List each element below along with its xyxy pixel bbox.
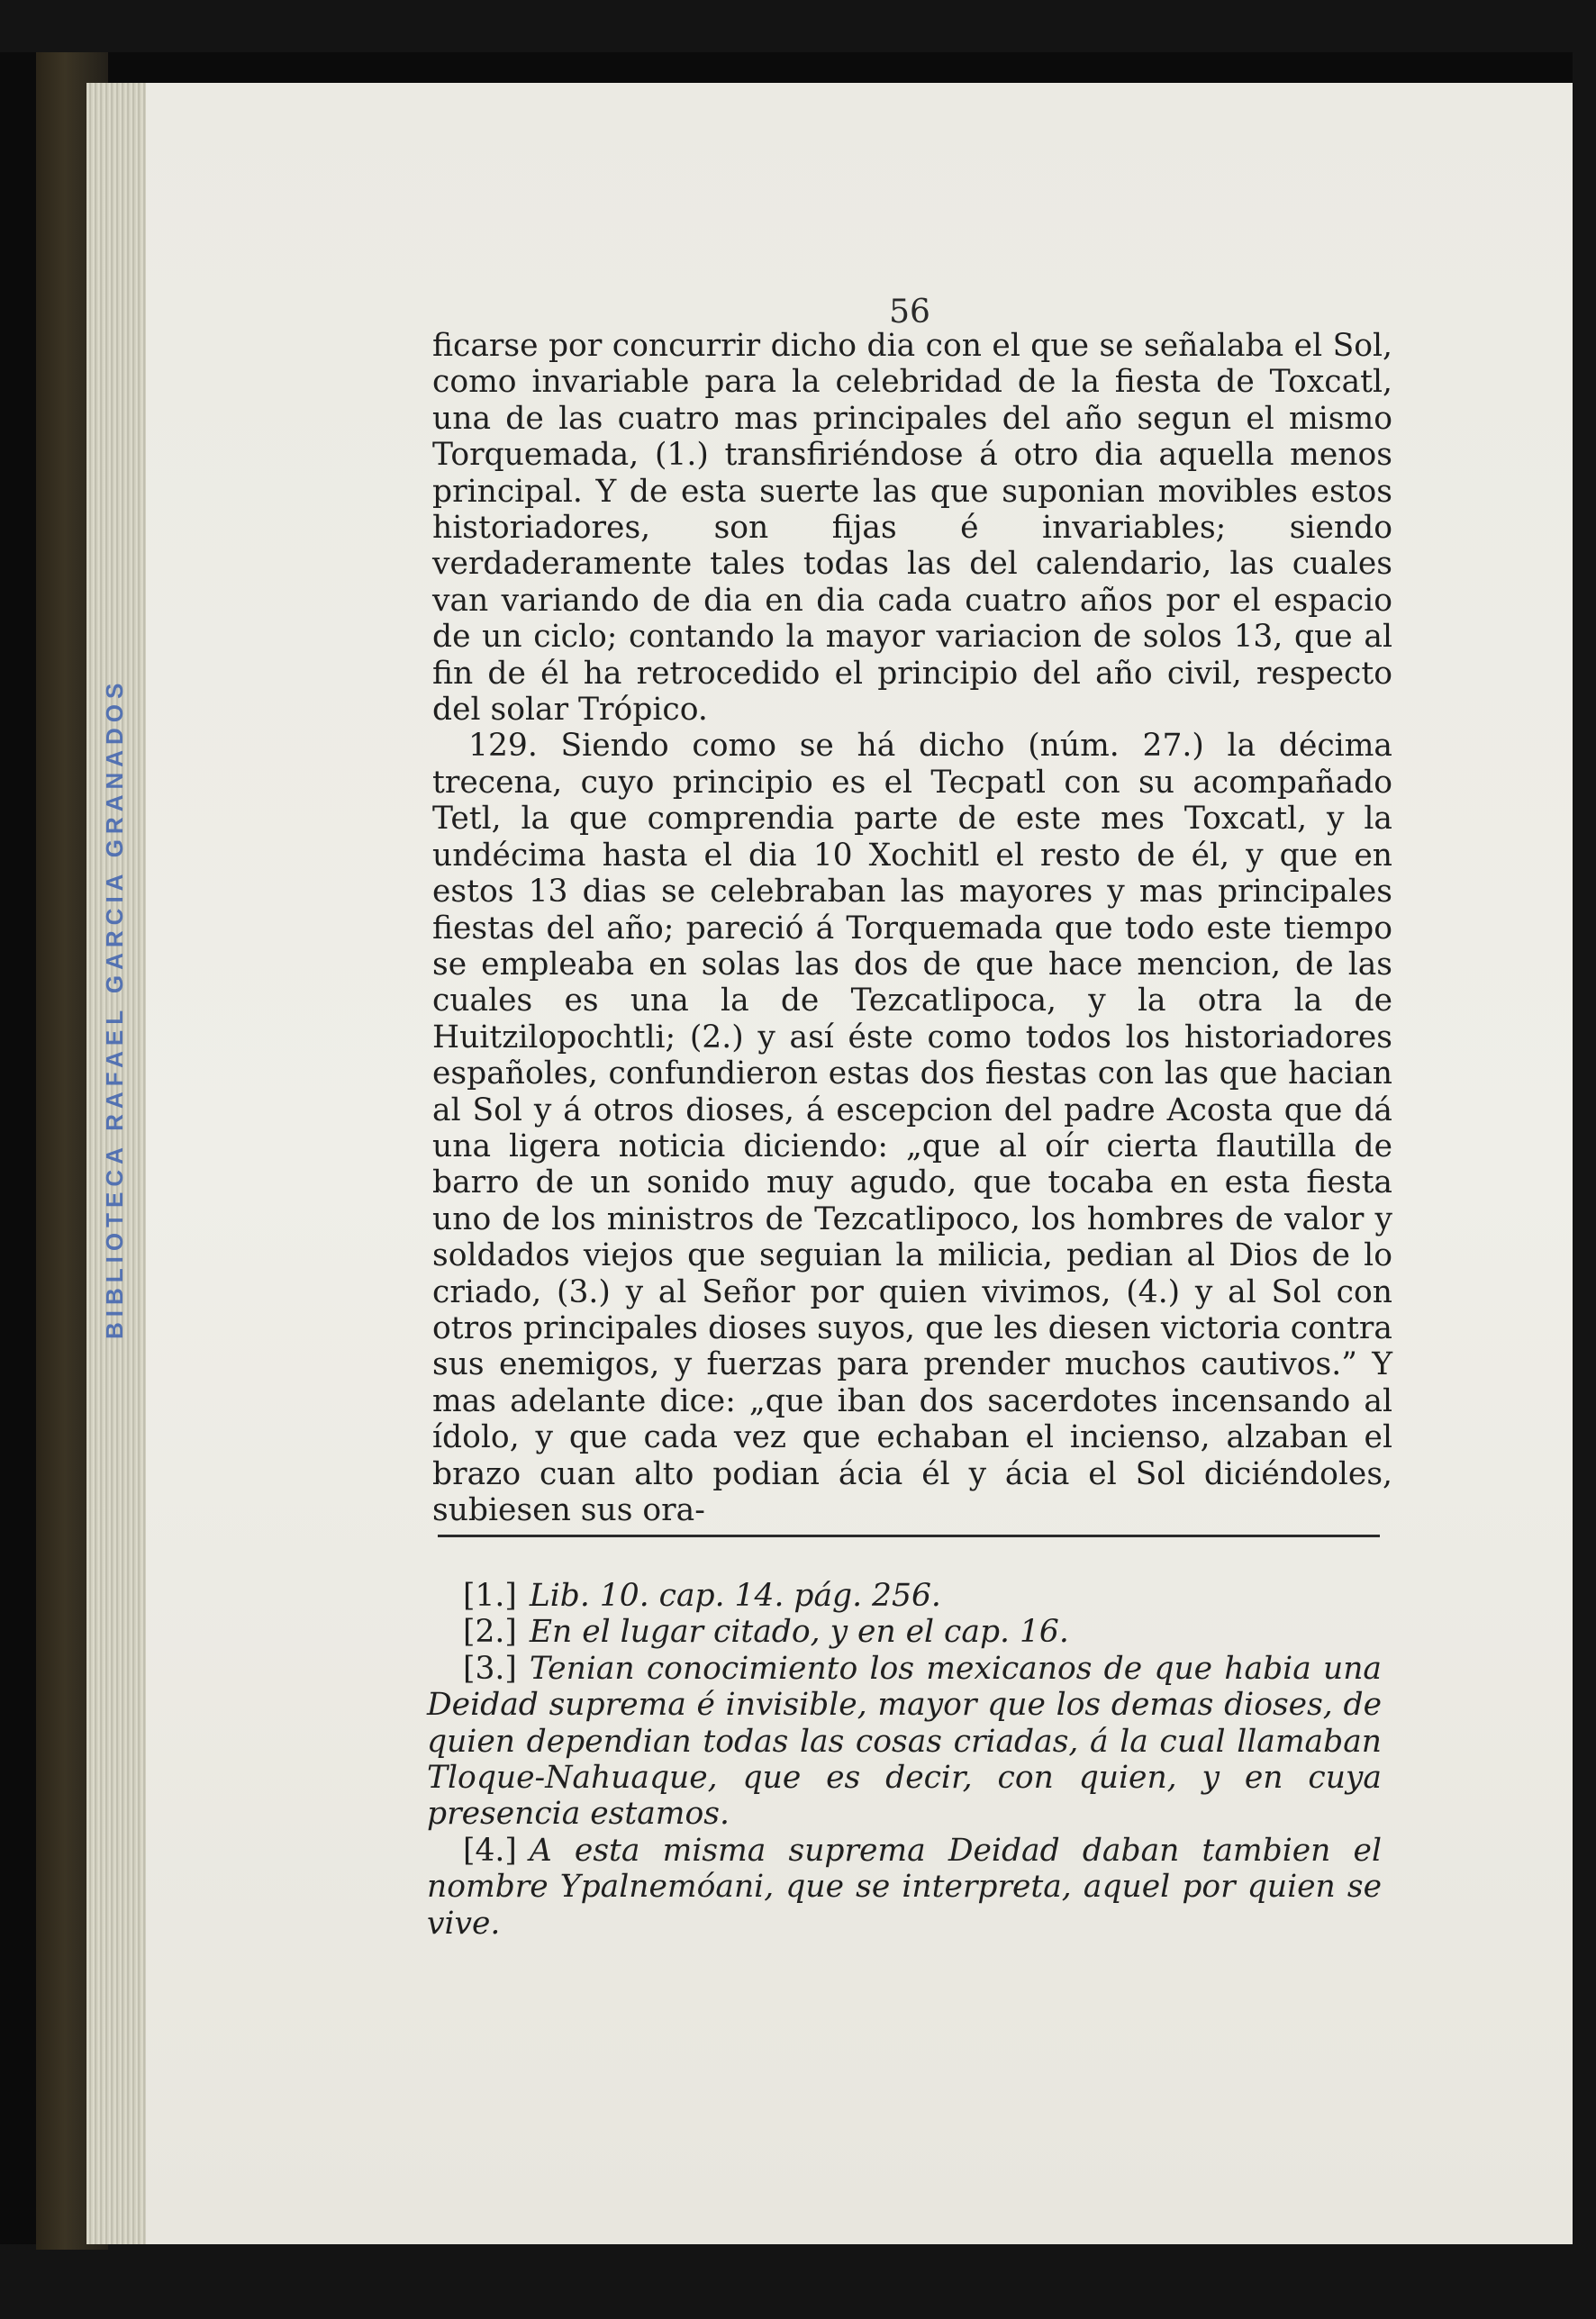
main-text xyxy=(432,328,1392,1528)
paragraph: 129. Siendo como se há dicho (núm. 27.) la décima trecena, cuyo principio es el Tecpatl con su acompañado Tetl, la que comprendia parte de este mes Toxcatl, y la undécima hasta el dia 10 Xochitl el resto de él, y que en estos 13 dias se celebraban las mayores y mas principales fiestas del año; pareció á Torquemada que todo este tiempo se empleaba en solas las dos de que hace mencion, de las cuales es una la de Tezcatlipoca, y la otra la de Huitzilopochtli; (2.) y así éste como todos los historiadores españoles, confundieron estas dos fiestas con las que hacian al Sol y á otros dioses, á escepcion del padre Acosta que dá una ligera noticia diciendo: „que al oír cierta flautilla de barro de un sonido muy agudo, que tocaba en esta fiesta uno de los ministros de Tezcatlipoco, los hombres de valor y soldados viejos que seguian la milicia, pedian al Dios de lo criado, (3.) y al Señor por quien vivimos, (4.) y al Sol con otros principales dioses suyos, que les diesen victoria contra sus enemigos, y fuerzas para prender muchos cautivos.” Y mas adelante dice: „que iban dos sacerdotes incensando al ídolo, y que cada vez que echaban el incienso, alzaban el brazo cuan alto podian ácia él y ácia el Sol diciéndoles, subiesen sus ora- xyxy=(432,728,1392,1528)
footnote-text: En el lugar citado, y en el cap. 16. xyxy=(529,1614,1069,1651)
scan-bottom-margin xyxy=(0,2244,1596,2319)
footnote-divider xyxy=(438,1535,1380,1537)
footnote xyxy=(427,1833,1382,1942)
footnote-mark: [1.] xyxy=(463,1578,517,1614)
paragraph: ficarse por concurrir dicho dia con el que se señalaba el Sol, como invariable para la celebridad de la fiesta de Toxcatl, una de las cuatro mas principales del año segun el mismo Torquemada, (1.) transfiriéndose á otro dia aquella menos principal. Y de esta suerte las que suponian movibles estos historiadores, son fijas é invariables; siendo verdaderamente tales todas las del calendario, las cuales van variando de dia en dia cada cuatro años por el espacio de un ciclo; contando la mayor variacion de solos 13, que al fin de él ha retrocedido el principio del año civil, respecto del solar Trópico. xyxy=(432,328,1392,729)
footnote xyxy=(427,1578,1382,1614)
scan-right-margin xyxy=(1573,0,1596,2319)
footnote-mark: [4.] xyxy=(463,1832,517,1869)
library-stamp: BIBLIOTECA RAFAEL GARCIA GRANADOS xyxy=(101,677,128,1340)
footnote xyxy=(427,1651,1382,1833)
scan-top-margin xyxy=(0,0,1596,52)
page-number: 56 xyxy=(889,294,930,331)
footnotes xyxy=(427,1578,1382,1942)
footnote-mark: [3.] xyxy=(463,1650,517,1687)
footnote-mark: [2.] xyxy=(463,1614,517,1651)
footnote-text: Lib. 10. cap. 14. pág. 256. xyxy=(529,1578,941,1614)
footnote-text: Tenian conocimiento los mexicanos de que habia una Deidad suprema é invisible, mayor que los demas dioses, de quien dependian todas las cosas criadas, á la cual llamaban Tloque-Nahuaque, que es decir, con quien, y en cuya presencia estamos. xyxy=(427,1650,1382,1833)
footnote xyxy=(427,1614,1382,1650)
footnote-text: A esta misma suprema Deidad daban tambien el nombre Ypalnemóani, que se interpreta, aquel por quien se vive. xyxy=(427,1832,1382,1942)
